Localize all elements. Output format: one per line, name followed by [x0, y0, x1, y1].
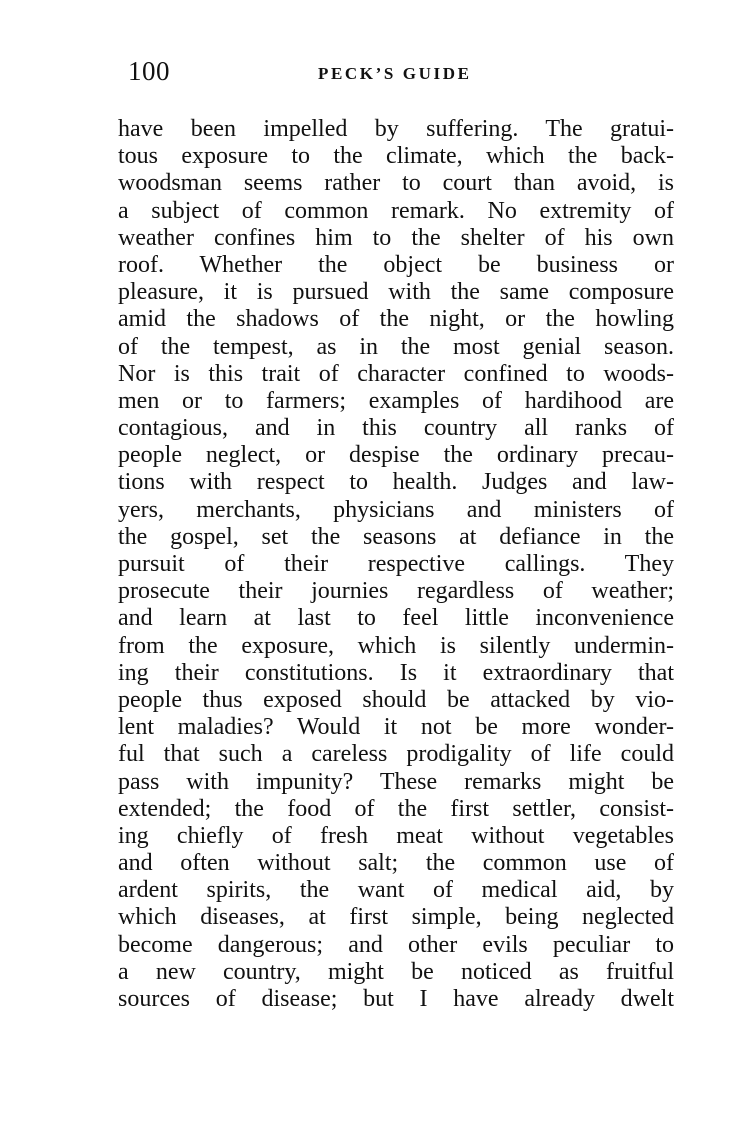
text-line: amid the shadows of the night, or the howling [118, 306, 674, 333]
text-line: and often without salt; the common use of [118, 850, 674, 877]
text-line: become dangerous; and other evils peculiar to [118, 931, 674, 958]
text-line: lent maladies? Would it not be more wonder- [118, 714, 674, 741]
text-line: pursuit of their respective callings. They [118, 551, 674, 577]
text-line: from the exposure, which is silently undermin- [118, 632, 674, 659]
text-line: a new country, might be noticed as fruitful [118, 958, 674, 985]
text-line: extended; the food of the first settler, consist- [118, 795, 674, 822]
text-line: ful that such a careless prodigality of life could [118, 741, 674, 768]
text-line: people neglect, or despise the ordinary precau- [118, 442, 674, 469]
text-line: ardent spirits, the want of medical aid, by [118, 877, 674, 904]
text-line: yers, merchants, physicians and ministers of [118, 496, 674, 523]
text-line: weather confines him to the shelter of his own [118, 224, 674, 251]
text-line: of the tempest, as in the most genial season. [118, 333, 674, 360]
text-line: contagious, and in this country all ranks of [118, 415, 674, 442]
text-line: pass with impunity? These remarks might be [118, 768, 674, 795]
text-line: people thus exposed should be attacked by vio- [118, 686, 674, 713]
text-line: woodsman seems rather to court than avoid, is [118, 170, 674, 197]
text-line: sources of disease; but I have already dwelt [118, 986, 674, 1012]
text-line: a subject of common remark. No extremity of [118, 197, 674, 224]
text-line: and learn at last to feel little inconvenience [118, 605, 674, 632]
page-number: 100 [128, 56, 170, 86]
text-line: which diseases, at first simple, being neglected [118, 904, 674, 931]
text-line: tions with respect to health. Judges and law- [118, 469, 674, 496]
text-line: Nor is this trait of character confined to woods- [118, 360, 674, 387]
text-line: pleasure, it is pursued with the same composure [118, 279, 674, 306]
text-line: ing their constitutions. Is it extraordinary that [118, 659, 674, 686]
body-text [118, 116, 674, 1013]
text-line: the gospel, set the seasons at defiance in the [118, 523, 674, 550]
text-line: prosecute their journies regardless of weather; [118, 578, 674, 605]
running-title: PECK’S GUIDE [318, 64, 472, 83]
text-line: ing chiefly of fresh meat without vegetables [118, 822, 674, 849]
running-head [128, 56, 672, 96]
text-line: tous exposure to the climate, which the back- [118, 143, 674, 170]
text-line: roof. Whether the object be business or [118, 251, 674, 278]
text-line: men or to farmers; examples of hardihood are [118, 387, 674, 414]
text-line: have been impelled by suffering. The gratui- [118, 116, 674, 142]
